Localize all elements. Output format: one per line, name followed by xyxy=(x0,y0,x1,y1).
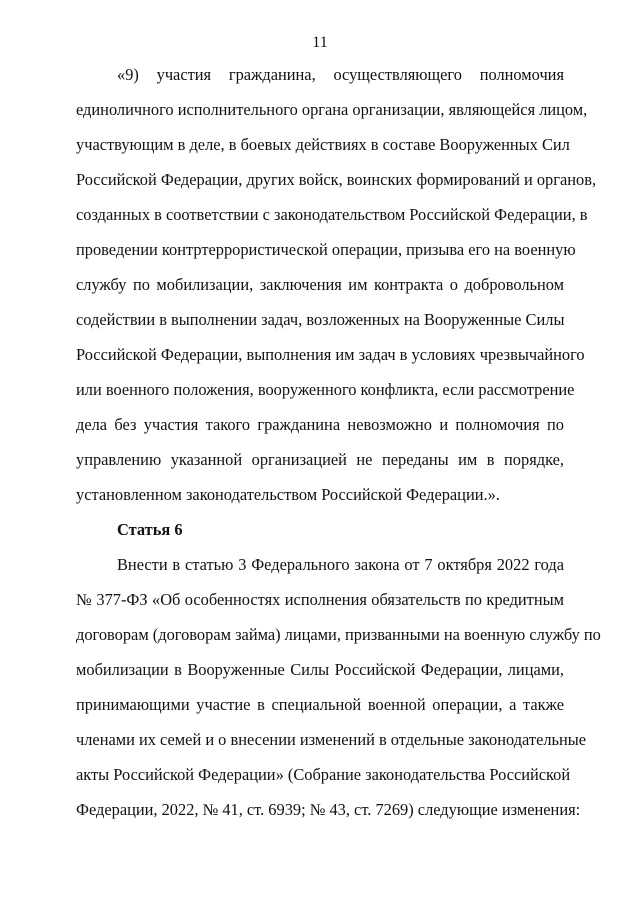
paragraph-line: или военного положения, вооруженного конфликта, если рассмотрение xyxy=(76,380,575,399)
paragraph-line: договорам (договорам займа) лицами, призванными на военную службу по xyxy=(76,625,601,644)
page-number: 11 xyxy=(312,34,328,51)
paragraph-line: участвующим в деле, в боевых действиях в составе Вооруженных Сил xyxy=(76,135,570,154)
paragraph-line: управлению указанной организацией не переданы им в порядке, xyxy=(76,450,564,469)
paragraph-line: членами их семей и о внесении изменений в отдельные законодательные xyxy=(76,730,587,749)
paragraph-line: созданных в соответствии с законодательством Российской Федерации, в xyxy=(76,205,588,224)
paragraph-line: принимающими участие в специальной военной операции, а также xyxy=(76,695,564,714)
paragraph-line: мобилизации в Вооруженные Силы Российской Федерации, лицами, xyxy=(76,660,564,679)
paragraph-line: № 377-ФЗ «Об особенностях исполнения обязательств по кредитным xyxy=(76,590,564,609)
paragraph-line: Российской Федерации, выполнения им задач в условиях чрезвычайного xyxy=(76,345,585,364)
paragraph-line: «9) участия гражданина, осуществляющего полномочия xyxy=(117,65,564,84)
paragraph-line: единоличного исполнительного органа организации, являющейся лицом, xyxy=(76,100,588,119)
paragraph-line: Внести в статью 3 Федерального закона от 7 октября 2022 года xyxy=(117,555,564,574)
paragraph-line: установленном законодательством Российской Федерации.». xyxy=(76,485,500,504)
paragraph-line: проведении контртеррористической операции, призыва его на военную xyxy=(76,240,576,259)
article-heading: Статья 6 xyxy=(117,520,183,539)
paragraph-line: службу по мобилизации, заключения им контракта о добровольном xyxy=(76,275,564,294)
paragraph-line: акты Российской Федерации» (Собрание законодательства Российской xyxy=(76,765,571,784)
paragraph-line: дела без участия такого гражданина невозможно и полномочия по xyxy=(76,415,564,434)
paragraph-line: Федерации, 2022, № 41, ст. 6939; № 43, ст. 7269) следующие изменения: xyxy=(76,800,581,819)
paragraph-line: Российской Федерации, других войск, воинских формирований и органов, xyxy=(76,170,597,189)
paragraph-line: содействии в выполнении задач, возложенных на Вооруженные Силы xyxy=(76,310,565,329)
